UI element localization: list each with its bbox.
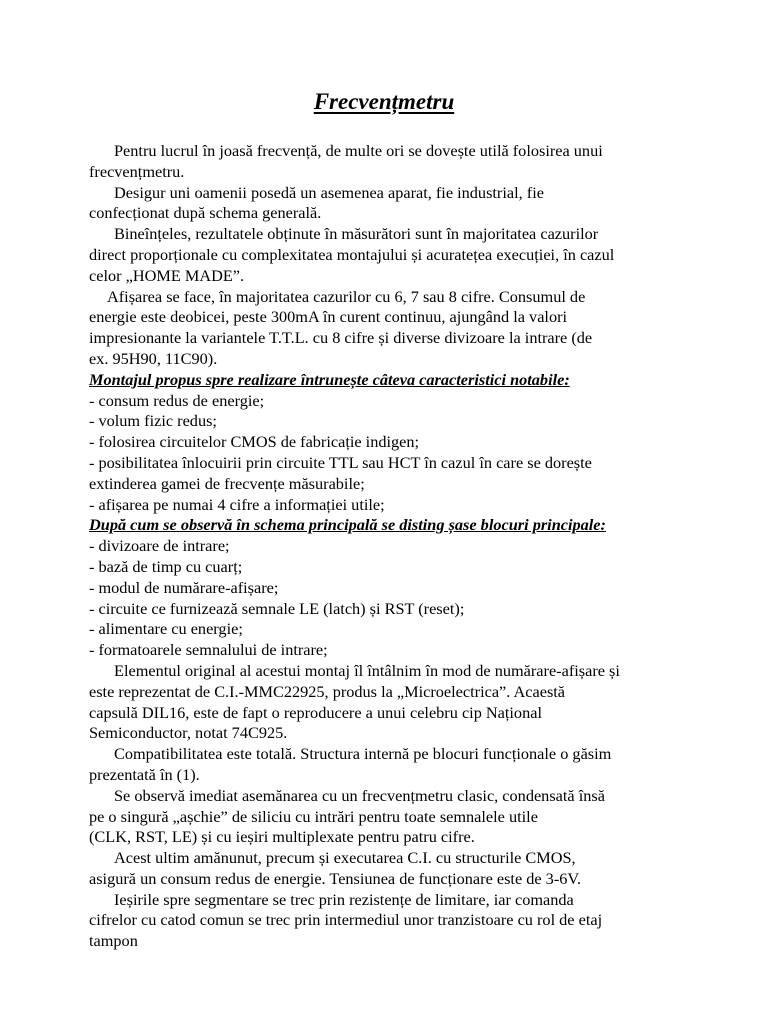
paragraph-line: pe o singură „așchie” de siliciu cu intrări pentru toate semnalele utile [89, 806, 538, 826]
paragraph-line: celor „HOME MADE”. [89, 265, 245, 285]
section-heading: După cum se observă în schema principală se disting șase blocuri principale: [89, 515, 606, 535]
paragraph-line: ex. 95H90, 11C90). [89, 348, 218, 368]
list-item: - volum fizic redus; [89, 411, 217, 431]
list-item: - circuite ce furnizează semnale LE (latch) și RST (reset); [89, 598, 465, 618]
paragraph-line: Elementul original al acestui montaj îl întâlnim în mod de numărare-afișare și [114, 660, 620, 680]
paragraph-line: Compatibilitatea este totală. Structura internă pe blocuri funcționale o găsim [114, 744, 612, 764]
page-title: Frecvențmetru [313, 89, 455, 114]
paragraph-line: Semiconductor, notat 74C925. [89, 723, 288, 743]
list-item: - modul de numărare-afișare; [89, 577, 279, 597]
paragraph-line: este reprezentat de C.I.-MMC22925, produs la „Microelectrica”. Acaestă [89, 681, 566, 701]
list-item: - folosirea circuitelor CMOS de fabricație indigen; [89, 432, 420, 452]
paragraph-line: capsulă DIL16, este de fapt o reproducere a unui celebru cip Național [89, 702, 542, 722]
list-item: - formatoarele semnalului de intrare; [89, 640, 328, 660]
list-item: - bază de timp cu cuarț; [89, 556, 243, 576]
paragraph-line: frecvențmetru. [89, 161, 185, 181]
paragraph-line: Desigur uni oamenii posedă un asemenea aparat, fie industrial, fie [114, 182, 544, 202]
paragraph-line: energie este deobicei, peste 300mA în curent continuu, ajungând la valori [89, 307, 568, 327]
list-item: - afișarea pe numai 4 cifre a informației utile; [89, 494, 385, 514]
paragraph-line: Acest ultim amănunut, precum și executarea C.I. cu structurile CMOS, [114, 848, 576, 868]
paragraph-line: cifrelor cu catod comun se trec prin intermediul unor tranzistoare cu rol de etaj [89, 910, 603, 930]
paragraph-line: asigură un consum redus de energie. Tensiunea de funcționare este de 3-6V. [89, 868, 582, 888]
paragraph-line: Se observă imediat asemănarea cu un frecvențmetru clasic, condensată însă [114, 785, 605, 805]
section-heading: Montajul propus spre realizare întrunește câteva caracteristici notabile: [89, 369, 570, 389]
document-body [89, 141, 689, 952]
paragraph-line: Pentru lucrul în joasă frecvență, de multe ori se dovește utilă folosirea unui [114, 141, 603, 160]
paragraph-line: Ieșirile spre segmentare se trec prin rezistențe de limitare, iar comanda [114, 889, 574, 909]
paragraph-line: Bineînțeles, rezultatele obținute în măsurători sunt în majoritatea cazurilor [114, 224, 599, 244]
paragraph-line: impresionante la variantele T.T.L. cu 8 cifre și diverse divizoare la intrare (de [89, 328, 593, 348]
list-item: - posibilitatea înlocuirii prin circuite TTL sau HCT în cazul în care se dorește [89, 452, 592, 472]
paragraph-line: direct proporționale cu complexitatea montajului și acuratețea execuției, în cazul [89, 244, 615, 264]
list-item: - consum redus de energie; [89, 390, 265, 410]
list-item: extinderea gamei de frecvențe măsurabile; [89, 473, 365, 493]
paragraph-line: (CLK, RST, LE) și cu ieșiri multiplexate pentru patru cifre. [89, 827, 475, 847]
paragraph-line: prezentată în (1). [89, 764, 200, 784]
paragraph-line: tampon [89, 931, 138, 951]
list-item: - divizoare de intrare; [89, 536, 230, 556]
list-item: - alimentare cu energie; [89, 619, 243, 639]
paragraph-line: confecționat după schema generală. [89, 203, 322, 223]
paragraph-line: Afișarea se face, în majoritatea cazurilor cu 6, 7 sau 8 cifre. Consumul de [107, 286, 586, 306]
